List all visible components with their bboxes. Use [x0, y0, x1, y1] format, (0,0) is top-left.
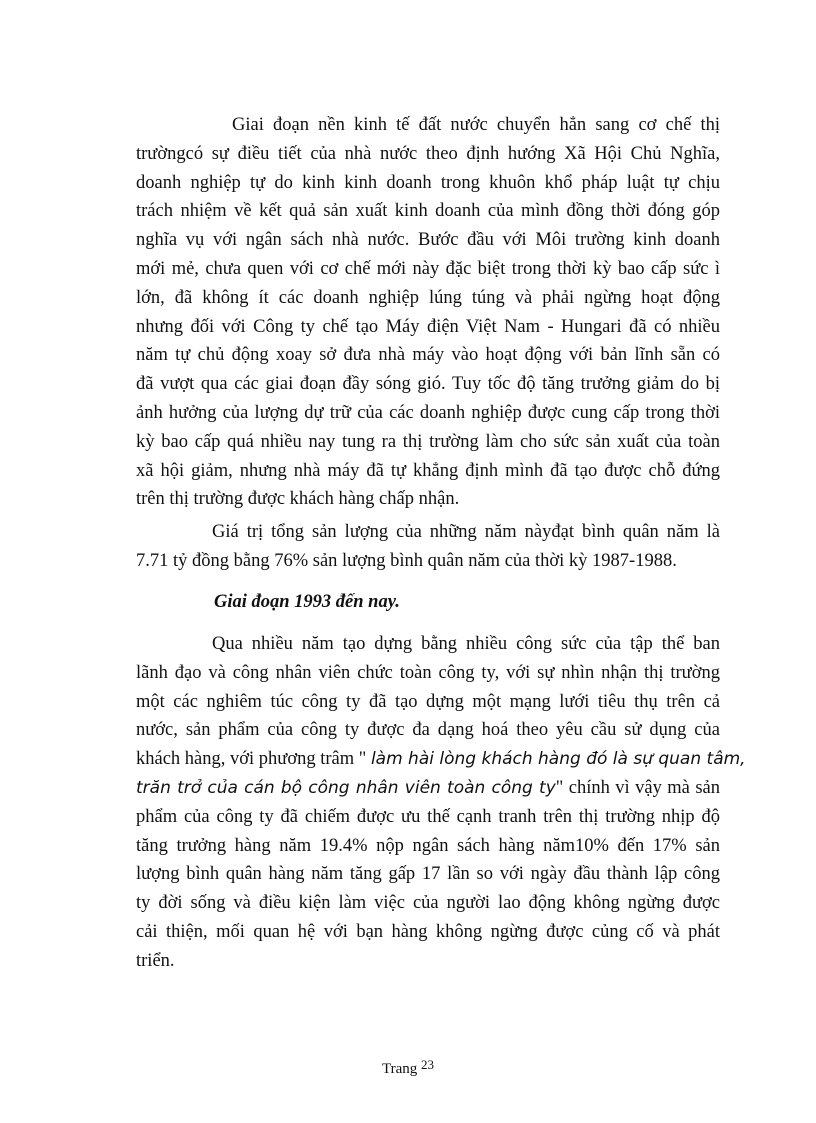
- paragraph-line: 7.71 tỷ đồng bằng 76% sản lượng bình quân năm của thời kỳ 1987-1988.: [136, 550, 677, 571]
- paragraph-line: lớn, đã không ít các doanh nghiệp lúng túng và phải ngừng hoạt động: [136, 287, 720, 308]
- paragraph-line: trách nhiệm về kết quả sản xuất kinh doanh của mình đồng thời đóng góp: [136, 201, 720, 222]
- page-footer: [0, 1057, 816, 1078]
- paragraph-line: lượng bình quân hàng năm tăng gấp 17 lần so với ngày đầu thành lập công: [136, 864, 720, 885]
- paragraph-line: doanh nghiệp tự do kinh kinh doanh trong khuôn khổ pháp luật tự chịu: [136, 172, 720, 193]
- paragraph-line: xã hội giảm, nhưng nhà máy đã tự khẳng định mình đã tạo được chỗ đứng: [136, 460, 720, 481]
- paragraph-line: nghĩa vụ với ngân sách nhà nước. Bước đầu với Môi trường kinh doanh: [136, 230, 720, 251]
- section-heading: Giai đoạn 1993 đến nay.: [214, 592, 400, 612]
- paragraph-line: ty đời sống và điều kiện làm việc của người lao động không ngừng được: [136, 893, 720, 914]
- paragraph-line: triển.: [136, 950, 175, 971]
- paragraph-line: một các nghiêm túc công ty đã tạo dựng một mạng lưới tiêu thụ trên cả: [136, 691, 720, 712]
- paragraph-line: cải thiện, mối quan hệ với bạn hàng không ngừng được củng cố và phát: [136, 921, 720, 942]
- paragraph-2: [136, 518, 720, 576]
- paragraph-line-with-quote: [136, 745, 746, 774]
- paragraph-line-with-quote: [136, 774, 720, 803]
- footer-label: Trang: [381, 1061, 418, 1077]
- paragraph-line: ảnh hưởng của lượng dự trữ của các doanh nghiệp được cung cấp trong thời: [136, 402, 720, 423]
- paragraph-line: nhưng đối với Công ty chế tạo Máy điện Việt Nam - Hungari đã có nhiều: [136, 316, 720, 337]
- paragraph-line: Giai đoạn nền kinh tế đất nước chuyển hẳn sang cơ chế thị: [232, 115, 720, 135]
- paragraph-line: Giá trị tổng sản lượng của những năm nàyđạt bình quân năm là: [212, 522, 720, 542]
- paragraph-line: đã vượt qua các giai đoạn đầy sóng gió. Tuy tốc độ tăng trưởng giảm do bị: [136, 374, 720, 395]
- motto-quote-part-1: làm hài lòng khách hàng đó là sự quan tâm,: [370, 749, 746, 770]
- paragraph-line: tăng trưởng hàng năm 19.4% nộp ngân sách hàng năm10% đến 17% sản: [136, 835, 720, 856]
- line-suffix: " chính vì vậy mà sản: [555, 777, 721, 798]
- paragraph-line: lãnh đạo và công nhân viên chức toàn công ty, với sự nhìn nhận thị trường: [136, 662, 720, 683]
- paragraph-line: kỳ bao cấp quá nhiều nay tung ra thị trường làm cho sức sản xuất của toàn: [136, 431, 720, 452]
- page-number: 23: [421, 1057, 435, 1072]
- paragraph-line: Qua nhiều năm tạo dựng bằng nhiều công sức của tập thể ban: [212, 634, 720, 654]
- motto-quote-part-2: trăn trở của cán bộ công nhân viên toàn công ty: [136, 777, 556, 798]
- paragraph-line: nước, sản phẩm của công ty được đa dạng hoá theo yêu cầu sử dụng của: [136, 720, 720, 741]
- paragraph-line: năm tự chủ động xoay sở đưa nhà máy vào hoạt động với bản lĩnh sẵn có: [136, 345, 720, 366]
- line-prefix: khách hàng, với phương trâm ": [136, 749, 371, 770]
- paragraph-line: trườngcó sự điều tiết của nhà nước theo định hướng Xã Hội Chủ Nghĩa,: [136, 143, 720, 164]
- paragraph-line: mới mẻ, chưa quen với cơ chế mới này đặc biệt trong thời kỳ bao cấp sức ì: [136, 258, 720, 279]
- paragraph-line: trên thị trường được khách hàng chấp nhận.: [136, 489, 460, 510]
- paragraph-line: phẩm của công ty đã chiếm được ưu thế cạnh tranh trên thị trường nhịp độ: [136, 806, 720, 827]
- paragraph-1: [136, 111, 720, 514]
- paragraph-3: [136, 630, 746, 976]
